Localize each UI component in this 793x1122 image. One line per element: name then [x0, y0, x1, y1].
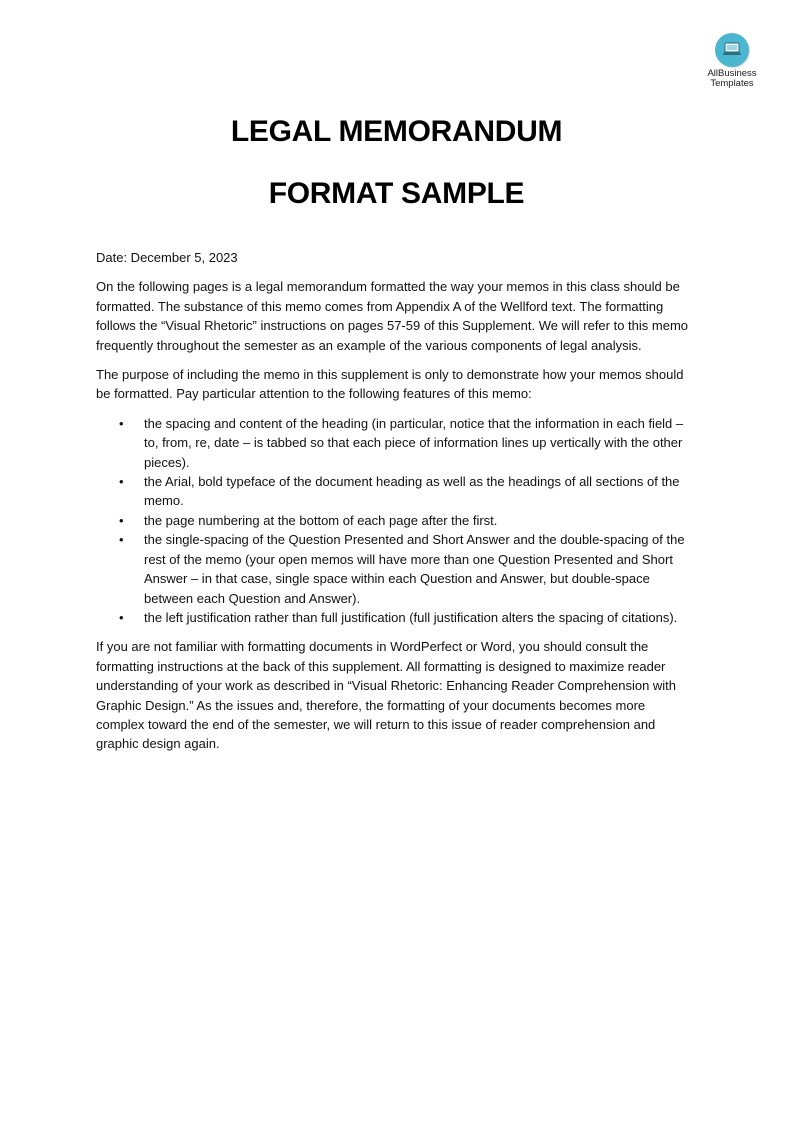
- memo-date: Date: December 5, 2023: [96, 250, 238, 265]
- bullet-icon: •: [119, 415, 124, 431]
- list-item-text: the left justification rather than full justification (full justification alters the spacing of citations).: [144, 609, 678, 625]
- features-list: [96, 414, 696, 627]
- closing-paragraph: If you are not familiar with formatting documents in WordPerfect or Word, you should consult the formatting instructions at the back of this supplement. All formatting is designed to maximize reader understanding of your work as described in “Visual Rhetoric: Enhancing Reader Comprehension with Graphic Design.” As the issues and, therefore, the formatting of your documents becomes more complex toward the end of the semester, we will return to this issue of reader comprehension and graphic design again.: [96, 639, 677, 752]
- list-item-text: the page numbering at the bottom of each page after the first.: [144, 512, 498, 528]
- list-item: [119, 472, 696, 511]
- bullet-icon: •: [119, 512, 124, 528]
- list-item: [119, 608, 696, 627]
- bullet-icon: •: [119, 609, 124, 625]
- laptop-icon: [723, 42, 741, 56]
- list-item: [119, 511, 696, 530]
- logo-text: AllBusiness Templates: [707, 68, 757, 89]
- intro-paragraph: On the following pages is a legal memorandum formatted the way your memos in this class should be formatted. The substance of this memo comes from Appendix A of the Wellford text. The formatting follows the “Visual Rhetoric” instructions on pages 57-59 of this Supplement. We will refer to this memo frequently throughout the semester as an example of the various components of legal analysis.: [96, 279, 689, 353]
- bullet-icon: •: [119, 532, 124, 548]
- list-item: [119, 530, 696, 608]
- brand-logo: [699, 33, 765, 89]
- page-title: LEGAL MEMORANDUM: [230, 115, 563, 148]
- purpose-paragraph: The purpose of including the memo in this supplement is only to demonstrate how your memos should be formatted. Pay particular attention to the following features of this memo:: [96, 367, 684, 402]
- logo-badge: [715, 33, 749, 67]
- bullet-icon: •: [119, 474, 124, 490]
- page-subtitle: FORMAT SAMPLE: [268, 177, 525, 210]
- list-item: [119, 414, 696, 472]
- list-item-text: the single-spacing of the Question Presented and Short Answer and the double-spacing of the rest of the memo (your open memos will have more than one Question Presented and Short Answer – in that case, single space within each Question and Answer, but double-space between each Question and Answer).: [144, 532, 685, 606]
- list-item-text: the Arial, bold typeface of the document heading as well as the headings of all sections of the memo.: [144, 474, 680, 509]
- document-body: [96, 248, 696, 764]
- list-item-text: the spacing and content of the heading (in particular, notice that the information in each field – to, from, re, date – is tabbed so that each piece of information lines up vertically with the other pieces).: [144, 415, 684, 470]
